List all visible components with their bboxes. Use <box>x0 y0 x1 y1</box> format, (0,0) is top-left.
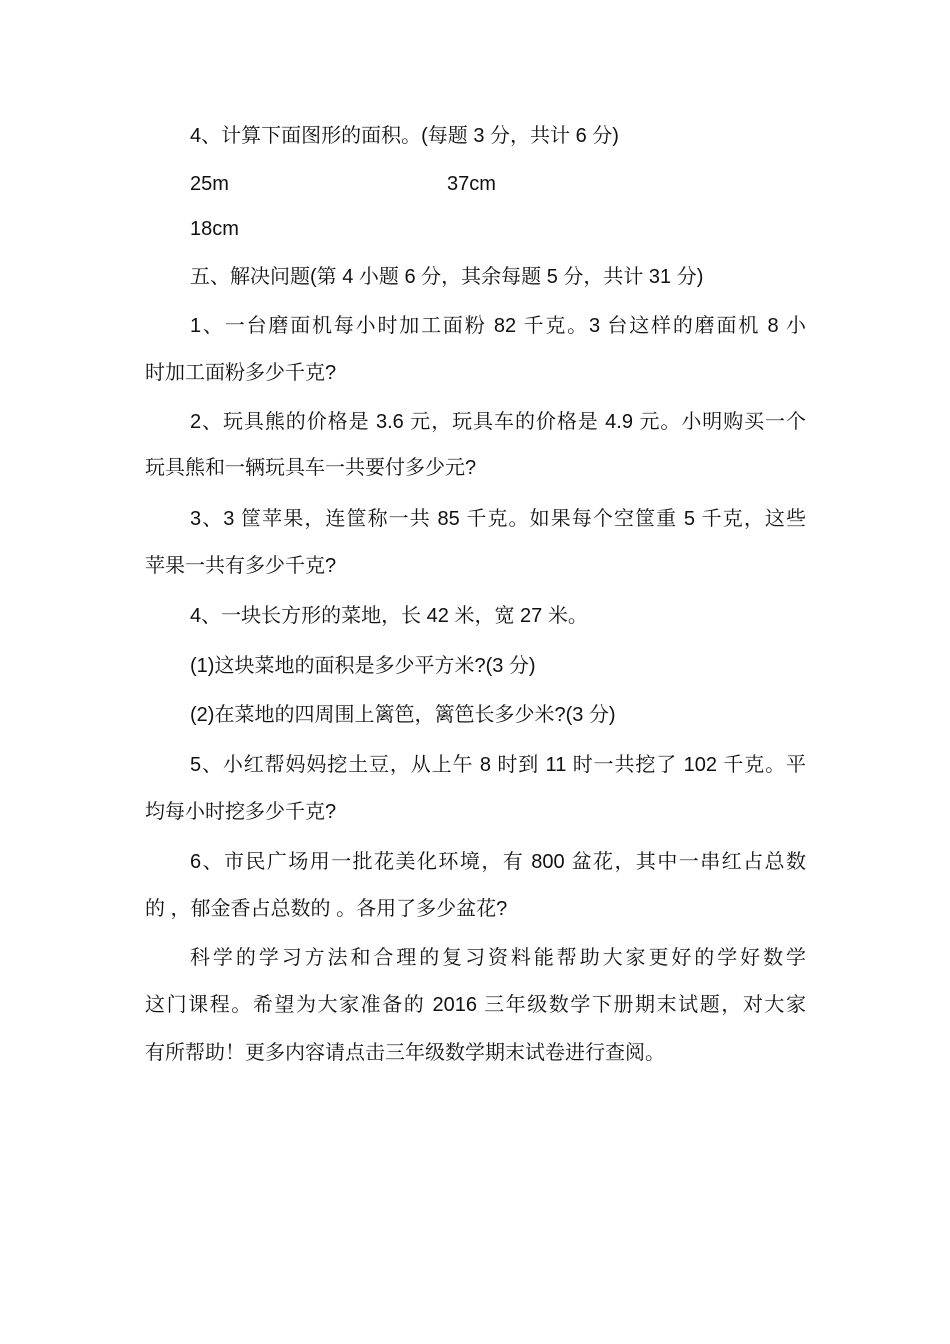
closing-line-1: 科学的学习方法和合理的复习资料能帮助大家更好的学好数学 <box>190 947 806 969</box>
problem-2-line-2: 玩具熊和一辆玩具车一共要付多少元? <box>145 457 477 479</box>
problem-1-line-1: 1、一台磨面机每小时加工面粉 82 千克。3 台这样的磨面机 8 小 <box>190 315 806 337</box>
question-4-title: 4、计算下面图形的面积。(每题 3 分，共计 6 分) <box>190 125 619 147</box>
problem-2-line-1: 2、玩具熊的价格是 3.6 元，玩具车的价格是 4.9 元。小明购买一个 <box>190 411 806 433</box>
figure-label-37cm: 37cm <box>447 173 496 195</box>
closing-line-3: 有所帮助！更多内容请点击三年级数学期末试卷进行查阅。 <box>145 1042 665 1064</box>
problem-4-sub-2: (2)在菜地的四周围上篱笆，篱笆长多少米?(3 分) <box>190 704 616 726</box>
closing-line-2: 这门课程。希望为大家准备的 2016 三年级数学下册期末试题，对大家 <box>145 994 806 1016</box>
section-5-heading: 五、解决问题(第 4 小题 6 分，其余每题 5 分，共计 31 分) <box>190 266 704 288</box>
figure-label-18cm: 18cm <box>190 218 239 240</box>
problem-3-line-2: 苹果一共有多少千克? <box>145 555 337 577</box>
problem-3-line-1: 3、3 筐苹果，连筐称一共 85 千克。如果每个空筐重 5 千克，这些 <box>190 508 806 530</box>
problem-4-line-1: 4、一块长方形的菜地，长 42 米，宽 27 米。 <box>190 605 588 627</box>
problem-1-line-2: 时加工面粉多少千克? <box>145 362 337 384</box>
problem-5-line-2: 均每小时挖多少千克? <box>145 801 337 823</box>
problem-6-line-1: 6、市民广场用一批花美化环境，有 800 盆花，其中一串红占总数 <box>190 851 806 873</box>
problem-5-line-1: 5、小红帮妈妈挖土豆，从上午 8 时到 11 时一共挖了 102 千克。平 <box>190 754 806 776</box>
figure-label-25m: 25m <box>190 173 229 195</box>
problem-6-line-2: 的 ，郁金香占总数的 。各用了多少盆花? <box>145 898 508 920</box>
problem-4-sub-1: (1)这块菜地的面积是多少平方米?(3 分) <box>190 655 536 677</box>
